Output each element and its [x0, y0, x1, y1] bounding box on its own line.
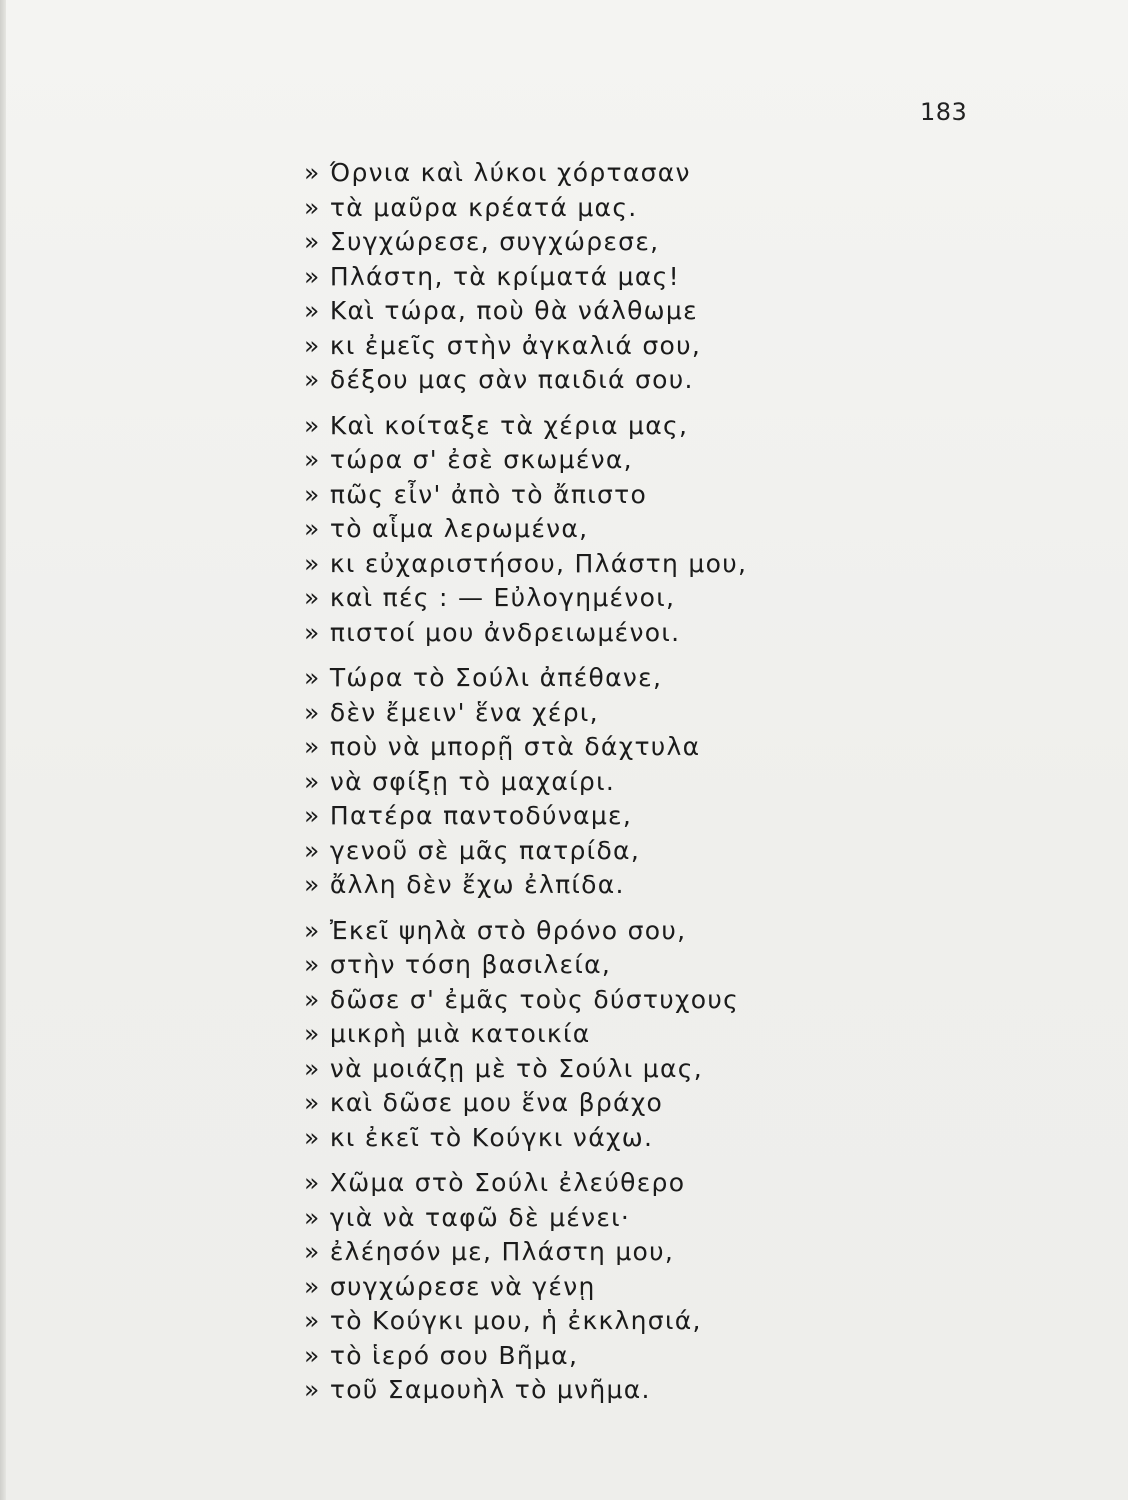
poem-line: » δέξου μας σὰν παιδιά σου.: [304, 365, 694, 394]
poem-line: » πῶς εἶν' ἀπὸ τὸ ἄπιστο: [304, 479, 648, 509]
poem-line: » πιστοί μου ἀνδρειωμένοι.: [304, 617, 681, 647]
poem-line: » Πλάστη, τὰ κρίματά μας!: [304, 261, 680, 291]
poem-line: » κι ἐκεῖ τὸ Κούγκι νάχω.: [304, 1122, 654, 1152]
poem-line: » ἄλλη δὲν ἔχω ἐλπίδα.: [304, 870, 625, 899]
poem-line: » στὴν τόση βασιλεία,: [304, 950, 612, 979]
poem-line: » γιὰ νὰ ταφῶ δὲ μένει·: [304, 1202, 631, 1232]
poem-line: » Τώρα τὸ Σούλι ἀπέθανε,: [304, 663, 663, 692]
poem-line: » Πατέρα παντοδύναμε,: [304, 801, 633, 830]
stanza: [304, 409, 1084, 651]
poem-line: » τοῦ Σαμουὴλ τὸ μνῆμα.: [304, 1375, 651, 1404]
poem-line: » Ἐκεῖ ψηλὰ στὸ θρόνο σου,: [304, 915, 687, 945]
poem-line: » Όρνια καὶ λύκοι χόρτασαν: [304, 158, 691, 187]
poem-line: » γενοῦ σὲ μᾶς πατρίδα,: [304, 835, 641, 865]
poem-line: » δὲν ἔμειν' ἕνα χέρι,: [304, 697, 599, 727]
poem-line: » συγχώρεσε νὰ γένῃ: [304, 1271, 596, 1301]
poem-line: » ἐλέησόν με, Πλάστη μου,: [304, 1237, 675, 1266]
poem-line: » τὸ Κούγκι μου, ἡ ἐκκλησιά,: [304, 1306, 702, 1335]
stanza: [304, 914, 1084, 1156]
poem-line: » μικρὴ μιὰ κατοικία: [304, 1019, 591, 1048]
poem-line: » νὰ σφίξῃ τὸ μαχαίρι.: [304, 766, 616, 796]
poem-line: » τώρα σ' ἐσὲ σκωμένα,: [304, 445, 633, 474]
poem-line: » νὰ μοιάζῃ μὲ τὸ Σούλι μας,: [304, 1053, 703, 1083]
stanza: [304, 661, 1084, 903]
poem-line: » κι ἐμεῖς στὴν ἀγκαλιά σου,: [304, 330, 702, 360]
page-number: 183: [920, 98, 968, 126]
stanza: [304, 1166, 1084, 1408]
poem-line: » Καὶ τώρα, ποὺ θὰ νάλθωμε: [304, 296, 698, 325]
poem-line: » καὶ δῶσε μου ἕνα βράχο: [304, 1088, 664, 1117]
page-edge-shadow: [0, 0, 6, 1500]
poem-line: » Χῶμα στὸ Σούλι ἐλεύθερο: [304, 1168, 686, 1197]
poem-line: » τὸ ἱερό σου Βῆμα,: [304, 1340, 579, 1370]
poem-line: » τὰ μαῦρα κρέατά μας.: [304, 192, 638, 222]
poem: [304, 156, 1084, 1408]
poem-line: » καὶ πές : — Εὐλογημένοι,: [304, 583, 676, 612]
poem-line: » δῶσε σ' ἐμᾶς τοὺς δύστυχους: [304, 984, 740, 1014]
poem-line: » Καὶ κοίταξε τὰ χέρια μας,: [304, 410, 689, 440]
poem-line: » Συγχώρεσε, συγχώρεσε,: [304, 227, 660, 256]
poem-line: » ποὺ νὰ μπορῇ στὰ δάχτυλα: [304, 732, 701, 761]
poem-line: » τὸ αἷμα λερωμένα,: [304, 514, 589, 543]
stanza: [304, 156, 1084, 398]
poem-line: » κι εὐχαριστήσου, Πλάστη μου,: [304, 548, 748, 578]
